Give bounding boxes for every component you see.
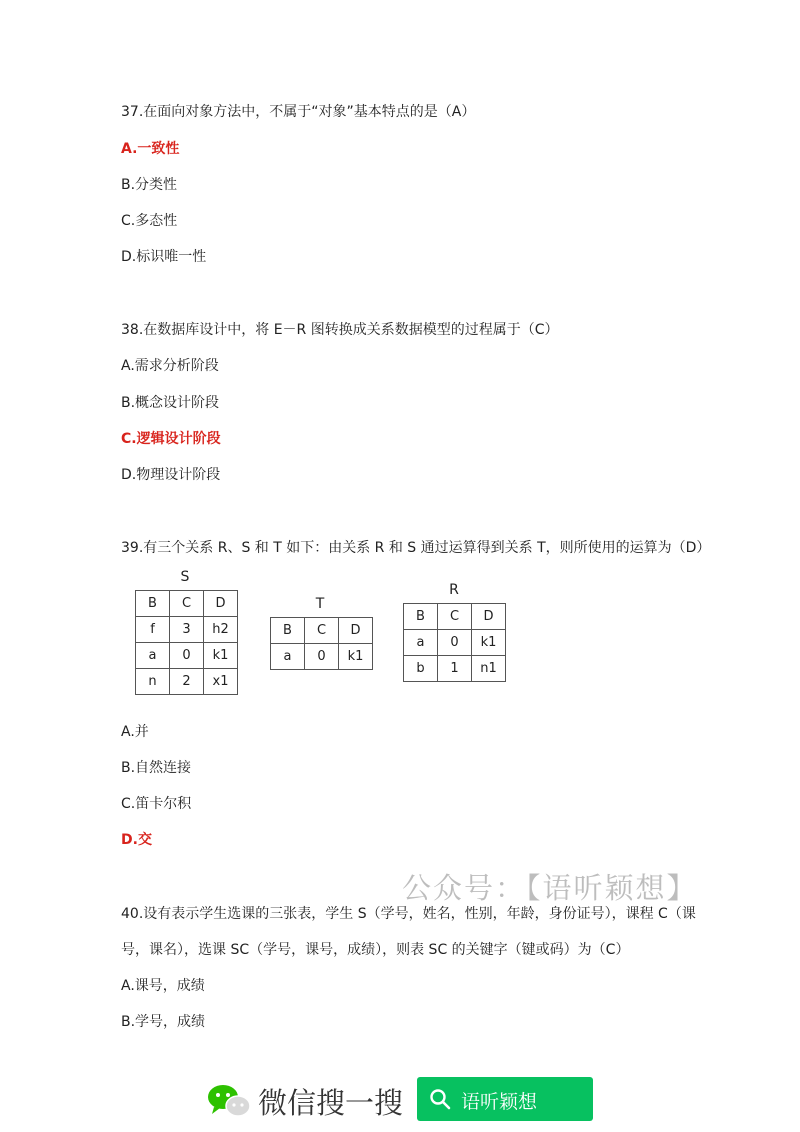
q38-option-c-correct: C.逻辑设计阶段 xyxy=(121,431,221,447)
q37-option-d: D.标识唯一性 xyxy=(121,249,207,265)
relation-t-table xyxy=(270,617,373,670)
table-cell: D xyxy=(472,604,506,630)
table-cell: k1 xyxy=(339,644,373,670)
q40-option-a: A.课号，成绩 xyxy=(121,978,205,994)
table-row xyxy=(136,643,238,669)
question-37-stem: 37.在面向对象方法中，不属于“对象”基本特点的是（A） xyxy=(121,104,476,120)
search-term: 语听颖想 xyxy=(461,1091,538,1113)
table-cell: C xyxy=(305,618,339,644)
official-account-watermark: 公众号：【语听颖想】 xyxy=(402,871,698,905)
table-row xyxy=(271,618,373,644)
q39-option-a: A.并 xyxy=(121,724,149,740)
q37-option-c: C.多态性 xyxy=(121,213,178,229)
relation-r-table xyxy=(403,603,506,682)
table-cell: 0 xyxy=(305,644,339,670)
question-40-stem-line2: 号，课名），选课 SC（学号，课号，成绩），则表 SC 的关键字（键或码）为（C） xyxy=(121,942,630,958)
table-cell: D xyxy=(339,618,373,644)
q39-option-c: C.笛卡尔积 xyxy=(121,796,192,812)
table-cell: B xyxy=(404,604,438,630)
table-cell: a xyxy=(404,630,438,656)
table-cell: 3 xyxy=(170,617,204,643)
q38-option-b: B.概念设计阶段 xyxy=(121,395,220,411)
wechat-search-box[interactable] xyxy=(417,1077,593,1121)
table-cell: n xyxy=(136,669,170,695)
question-40-stem-line1: 40.设有表示学生选课的三张表，学生 S（学号，姓名，性别，年龄，身份证号），课程 C（课 xyxy=(121,906,696,922)
q39-option-b: B.自然连接 xyxy=(121,760,192,776)
table-row xyxy=(404,656,506,682)
table-cell: k1 xyxy=(204,643,238,669)
table-cell: 1 xyxy=(438,656,472,682)
q40-option-b: B.学号，成绩 xyxy=(121,1014,206,1030)
table-row xyxy=(136,617,238,643)
table-cell: B xyxy=(271,618,305,644)
q37-option-b: B.分类性 xyxy=(121,177,178,193)
table-cell: C xyxy=(170,591,204,617)
relation-r-label: R xyxy=(449,582,459,598)
wechat-search-label: 微信搜一搜 xyxy=(258,1086,404,1120)
wechat-icon xyxy=(206,1083,252,1119)
table-row xyxy=(136,669,238,695)
table-cell: 2 xyxy=(170,669,204,695)
table-cell: D xyxy=(204,591,238,617)
q38-option-d: D.物理设计阶段 xyxy=(121,467,221,483)
table-cell: f xyxy=(136,617,170,643)
table-row xyxy=(404,630,506,656)
table-cell: x1 xyxy=(204,669,238,695)
relation-t-label: T xyxy=(315,596,325,612)
table-row xyxy=(136,591,238,617)
table-cell: h2 xyxy=(204,617,238,643)
table-cell: B xyxy=(136,591,170,617)
q39-option-d-correct: D.交 xyxy=(121,832,152,848)
table-cell: b xyxy=(404,656,438,682)
table-cell: a xyxy=(271,644,305,670)
search-icon xyxy=(429,1088,451,1110)
table-cell: 0 xyxy=(438,630,472,656)
relation-s-label: S xyxy=(180,569,190,585)
question-38-stem: 38.在数据库设计中，将 E－R 图转换成关系数据模型的过程属于（C） xyxy=(121,322,559,338)
table-row xyxy=(271,644,373,670)
relation-s-table xyxy=(135,590,238,695)
table-cell: k1 xyxy=(472,630,506,656)
q37-option-a-correct: A.一致性 xyxy=(121,141,180,157)
table-cell: a xyxy=(136,643,170,669)
table-cell: 0 xyxy=(170,643,204,669)
table-cell: n1 xyxy=(472,656,506,682)
question-39-stem: 39.有三个关系 R、S 和 T 如下：由关系 R 和 S 通过运算得到关系 T，则所使用的运算为（D） xyxy=(121,540,711,556)
table-row xyxy=(404,604,506,630)
q38-option-a: A.需求分析阶段 xyxy=(121,358,219,374)
table-cell: C xyxy=(438,604,472,630)
